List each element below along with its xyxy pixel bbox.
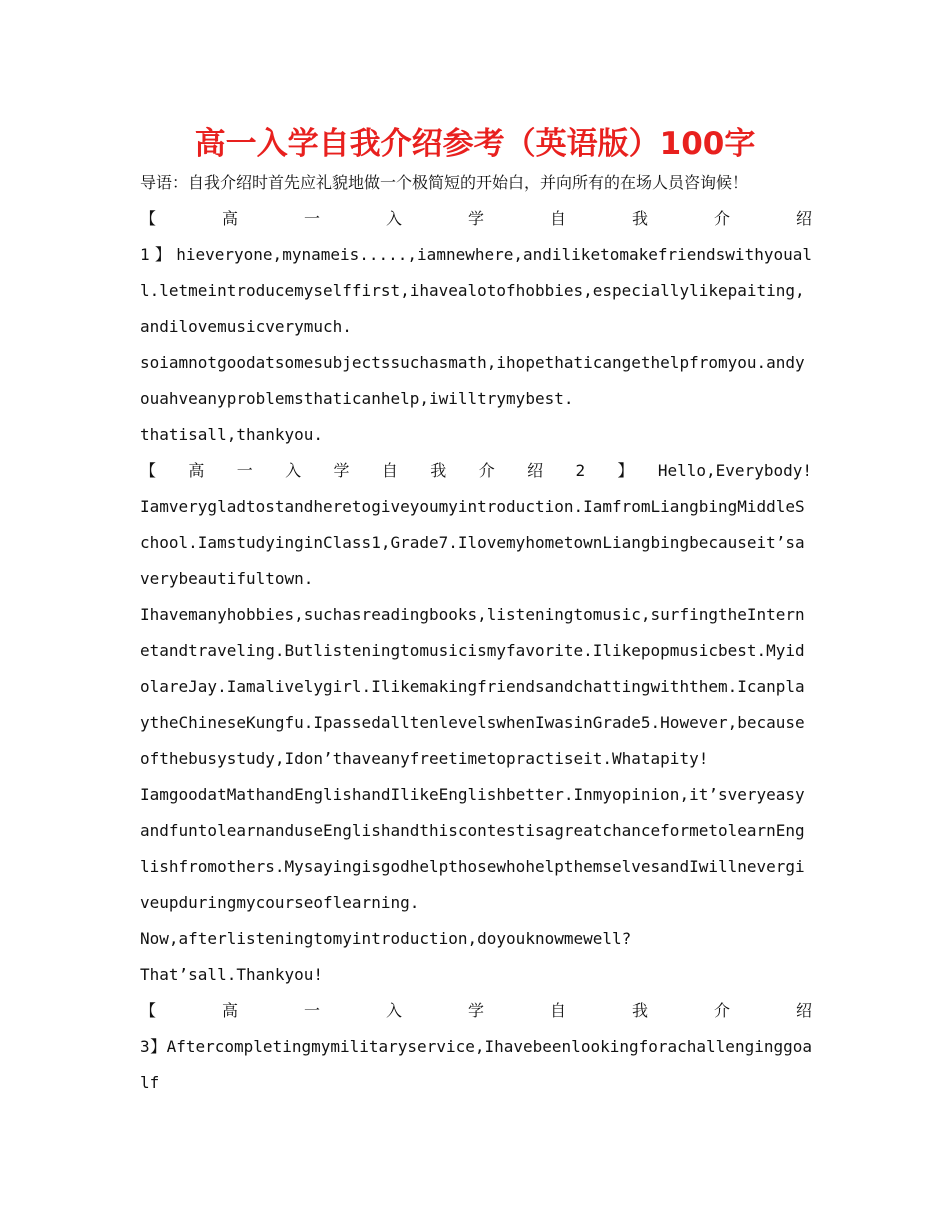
section-1 xyxy=(140,201,812,453)
section-3-heading: 【 高 一 入 学 自 我 介 绍 xyxy=(140,1001,812,1020)
section-2-heading: 【 高 一 入 学 自 我 介 绍 2 】 Hello,Everybody! xyxy=(140,461,812,480)
section-3-opening: 3】Aftercompletingmymilitaryservice,Ihavebeenlookingforachallenginggoalf xyxy=(140,1037,812,1092)
section-2-paragraph: IamgoodatMathandEnglishandIlikeEnglishbetter.Inmyopinion,it’sveryeasyandfuntolearnanduseEnglishandthiscontestisagreatchanceformetolearnEnglishfromothers.MysayingisgodhelpthosewhohelpthemselvesandIwillnevergiveupduringmycourseoflearning. xyxy=(140,785,805,912)
document-body xyxy=(140,165,812,1101)
document-title: 高一入学自我介绍参考（英语版）100字 xyxy=(194,126,756,162)
section-1-heading: 【 高 一 入 学 自 我 介 绍 xyxy=(140,209,812,228)
section-2-paragraph: That’sall.Thankyou! xyxy=(140,965,324,984)
section-1-paragraph: soiamnotgoodatsomesubjectssuchasmath,ihopethaticangethelpfromyou.andyouahveanyproblemsthaticanhelp,iwilltrymybest. xyxy=(140,353,805,408)
intro-paragraph: 导语：自我介绍时首先应礼貌地做一个极简短的开始白，并向所有的在场人员咨询候！ xyxy=(140,173,749,192)
section-2 xyxy=(140,453,812,993)
section-3 xyxy=(140,993,812,1101)
section-1-paragraph: thatisall,thankyou. xyxy=(140,425,324,444)
section-2-paragraph: Now,afterlisteningtomyintroduction,doyouknowmewell? xyxy=(140,929,632,948)
section-2-opening: Iamverygladtostandheretogiveyoumyintroduction.IamfromLiangbingMiddleSchool.IamstudyinginClass1,Grade7.IlovemyhometownLiangbingbecauseit’saverybeautifultown. xyxy=(140,497,805,588)
section-2-paragraph: Ihavemanyhobbies,suchasreadingbooks,listeningtomusic,surfingtheInternetandtraveling.Butlisteningtomusicismyfavorite.Ilikepopmusicbest.MyidolareJay.Iamalivelygirl.Ilikemakingfriendsandchattingwiththem.IcanplaytheChineseKungfu.IpassedalltenlevelswhenIwasinGrade5.However,becauseofthebusystudy,Idon’thaveanyfreetimetopractiseit.Whatapity! xyxy=(140,605,805,768)
section-1-opening: 1】hieveryone,mynameis.....,iamnewhere,andiliketomakefriendswithyouall.letmeintroducemyselffirst,ihavealotofhobbies,especiallylikepaiting,andilovemusicverymuch. xyxy=(140,245,812,336)
